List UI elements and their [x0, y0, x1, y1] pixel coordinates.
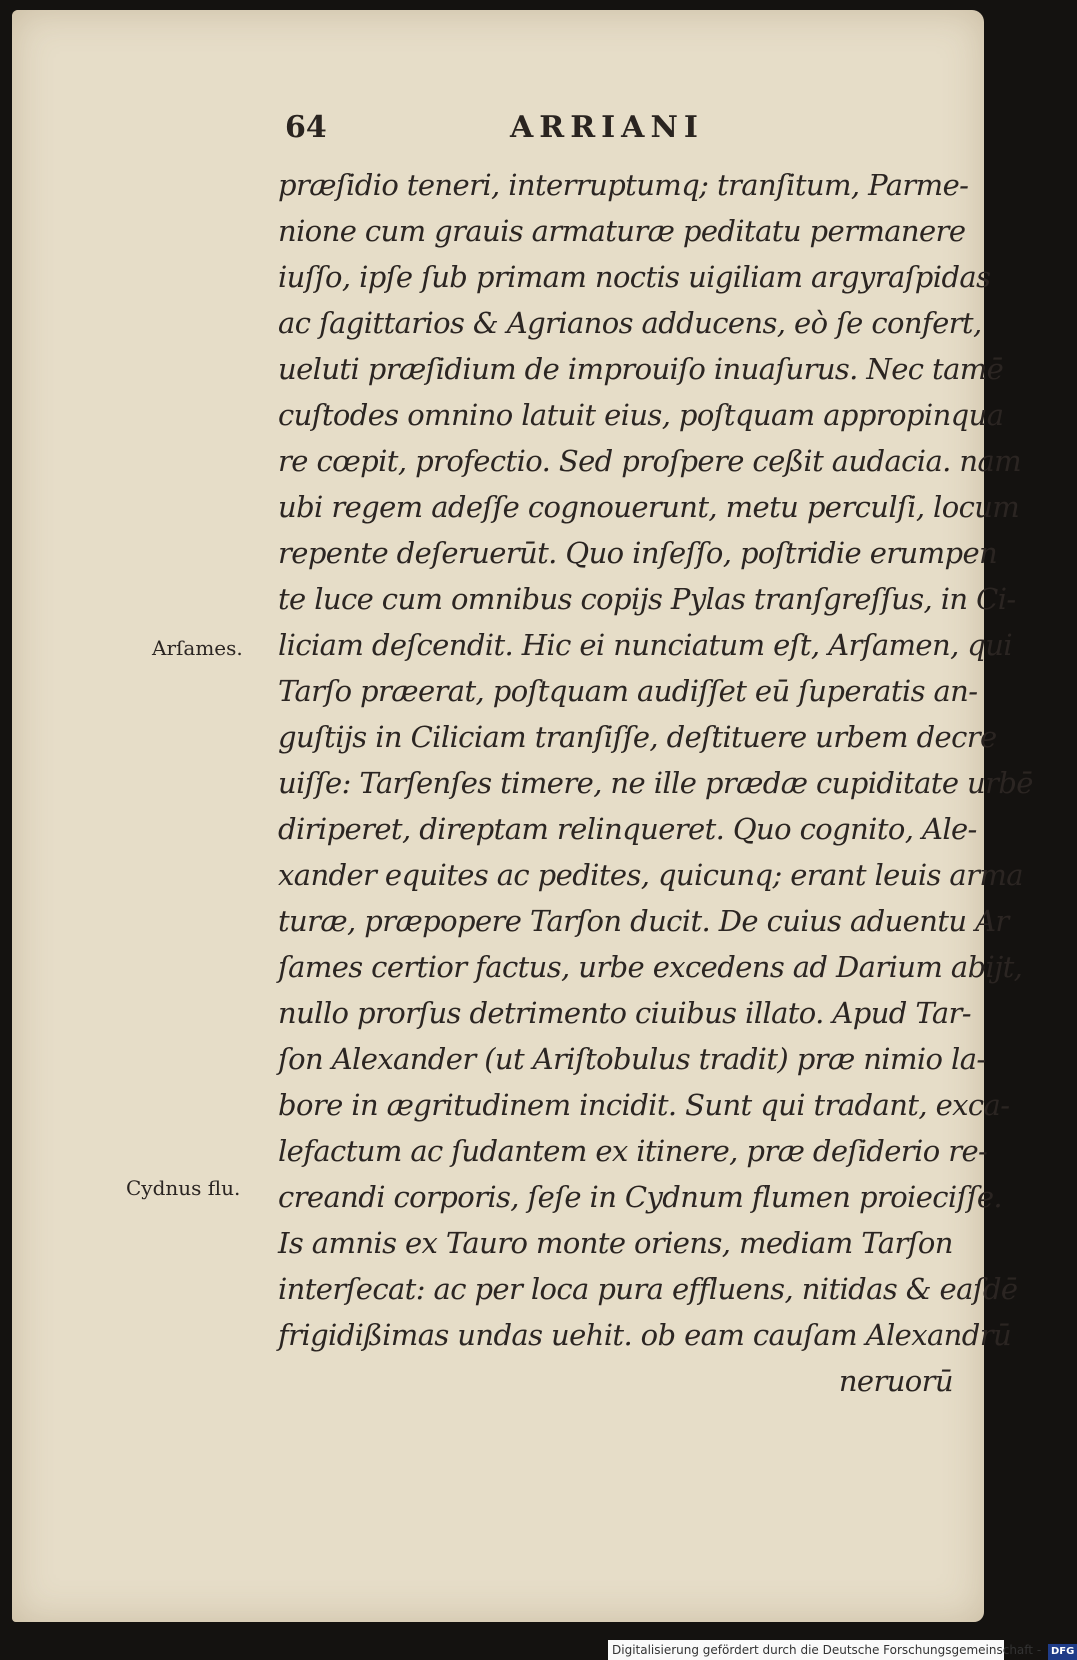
text-line: Is amnis ex Tauro monte oriens, mediam Tarſon — [278, 1226, 953, 1260]
text-line: diriperet, direptam relinqueret. Quo cognito, Ale- — [278, 812, 977, 846]
running-head: ARRIANI — [510, 110, 704, 145]
text-line: creandi corporis, ſeſe in Cydnum flumen proieciſſe. — [278, 1180, 1003, 1214]
text-line: turæ, præpopere Tarſon ducit. De cuius aduentu Ar — [278, 904, 1009, 938]
marginal-note-cydnus: Cydnus flu. — [126, 1176, 241, 1200]
text-line: ſon Alexander (ut Ariſtobulus tradit) præ nimio la- — [278, 1042, 986, 1076]
text-line: lefactum ac ſudantem ex itinere, præ deſiderio re- — [278, 1134, 988, 1168]
text-line: liciam deſcendit. Hic ei nunciatum eſt, Arſamen, qui — [278, 628, 1013, 662]
digitization-footer — [608, 1640, 1075, 1660]
text-line: te luce cum omnibus copijs Pylas tranſgreſſus, in Ci- — [278, 582, 1016, 616]
text-line: ubi regem adeſſe cognouerunt, metu perculſi, locum — [278, 490, 1020, 524]
text-line: interſecat: ac per loca pura effluens, nitidas & eaſdē — [278, 1272, 1018, 1306]
text-line: repente deſeruerūt. Quo inſeſſo, poſtridie erumpen — [278, 536, 998, 570]
text-line: cuſtodes omnino latuit eius, poſtquam appropinqua — [278, 398, 1004, 432]
text-line: Tarſo præerat, poſtquam audiſſet eū ſuperatis an- — [278, 674, 978, 708]
dfg-logo: DFG — [1048, 1644, 1077, 1660]
text-line: bore in ægritudinem incidit. Sunt qui tradant, exca- — [278, 1088, 1010, 1122]
text-line: ueluti præſidium de improuiſo inuaſurus. Nec tamē — [278, 352, 1004, 386]
text-line: nione cum grauis armaturæ peditatu permanere — [278, 214, 966, 248]
text-line: ſames certior factus, urbe excedens ad Darium abijt, — [278, 950, 1023, 984]
catchword: neruorū — [838, 1364, 953, 1398]
marginal-note-arsames: Arſames. — [152, 636, 243, 660]
page-header — [285, 110, 730, 154]
text-line: guſtijs in Ciliciam tranſiſſe, deſtituere urbem decre — [278, 720, 997, 754]
footer-text: Digitalisierung gefördert durch die Deutsche Forschungsgemeinschaft - — [612, 1643, 1042, 1657]
text-line: uiſſe: Tarſenſes timere, ne ille prædæ cupiditate urbē — [278, 766, 1033, 800]
page-number: 64 — [285, 110, 327, 145]
text-line: præſidio teneri, interruptumq; tranſitum, Parme- — [278, 168, 969, 202]
text-line: ac ſagittarios & Agrianos adducens, eò ſe confert, — [278, 306, 982, 340]
text-line: iuſſo, ipſe ſub primam noctis uigiliam argyraſpidas — [278, 260, 991, 294]
text-line: frigidißimas undas uehit. ob eam cauſam Alexandrū — [278, 1318, 1012, 1352]
text-line: nullo prorſus detrimento ciuibus illato. Apud Tar- — [278, 996, 972, 1030]
text-line: xander equites ac pedites, quicunq; erant leuis arma — [278, 858, 1023, 892]
text-line: re cœpit, profectio. Sed proſpere ceßit audacia. nam — [278, 444, 1022, 478]
